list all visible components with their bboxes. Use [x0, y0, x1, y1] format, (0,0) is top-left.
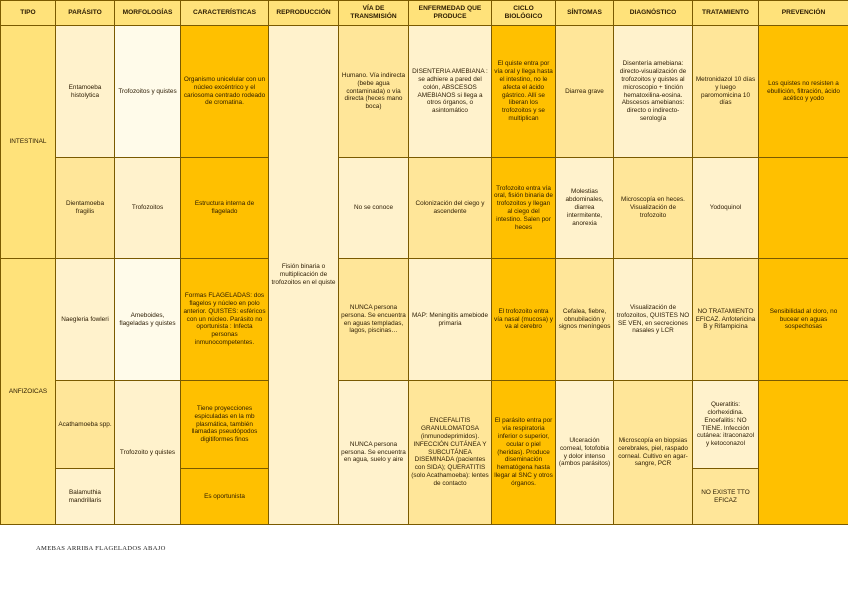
- cell-prevencion: Sensibilidad al cloro, no bucear en aguas sospechosas: [759, 259, 848, 381]
- cell-morfologias: Ameboides, flageladas y quistes: [115, 259, 181, 381]
- cell-morfologias: Trofozoitos: [115, 158, 181, 259]
- cell-parasito: Acathamoeba spp.: [56, 381, 115, 469]
- cell-caracteristicas: Organismo unicelular con un núcleo excéntrico y el cariosoma centrado rodeado de cromatina.: [181, 26, 269, 158]
- cell-prevencion: Los quistes no resisten a ebullición, filtración, ácido acético y yodo: [759, 26, 848, 158]
- header-morfologias: MORFOLOGÍAS: [115, 1, 181, 26]
- cell-morfologias: Trofozoito y quistes: [115, 381, 181, 525]
- header-ciclo: CICLO BIOLÓGICO: [492, 1, 556, 26]
- cell-enfermedad: Colonización del ciego y ascendente: [409, 158, 492, 259]
- cell-via: NUNCA persona persona. Se encuentra en aguas templadas, lagos, piscinas…: [339, 259, 409, 381]
- header-parasito: PARÁSITO: [56, 1, 115, 26]
- header-tratamiento: TRATAMIENTO: [693, 1, 759, 26]
- cell-tratamiento: Queratitis: clorhexidina. Encefalitis: NO TIENE. Infección cutánea: itraconazol y ketoconazol: [693, 381, 759, 469]
- cell-morfologias: Trofozoitos y quistes: [115, 26, 181, 158]
- cell-ciclo: Trofozoito entra vía oral, fisión binaria de trofozoitos y llegan al ciego del intestino. Salen por heces: [492, 158, 556, 259]
- cell-diagnostico: Visualización de trofozoitos, QUISTES NO SE VEN, en secreciones nasales y LCR: [614, 259, 693, 381]
- cell-sintomas: Diarrea grave: [556, 26, 614, 158]
- cell-sintomas: Cefalea, fiebre, obnubilación y signos meníngeos: [556, 259, 614, 381]
- header-enfermedad: ENFERMEDAD QUE PRODUCE: [409, 1, 492, 26]
- cell-caracteristicas: Es oportunista: [181, 469, 269, 525]
- cell-caracteristicas: Formas FLAGELADAS: dos flagelos y núcleo en polo anterior. QUISTES: esféricos con un núcleo. Parásito no oportunista : Infecta personas inmunocompetentes.: [181, 259, 269, 381]
- cell-diagnostico: Microscopía en biopsias cerebrales, piel, raspado corneal. Cultivo en agar-sangre, PCR: [614, 381, 693, 525]
- cell-parasito: Entamoeba histolytica: [56, 26, 115, 158]
- cell-prevencion: [759, 381, 848, 525]
- cell-via: Humano. Vía indirecta (bebe agua contaminada) o vía directa (heces mano boca): [339, 26, 409, 158]
- header-diagnostico: DIAGNÓSTICO: [614, 1, 693, 26]
- cell-tratamiento: Metronidazol 10 días y luego paromomicina 10 días: [693, 26, 759, 158]
- type-anfizoicas: ANFIZOICAS: [1, 259, 56, 525]
- cell-prevencion: [759, 158, 848, 259]
- header-reproduccion: REPRODUCCIÓN: [269, 1, 339, 26]
- header-tipo: TIPO: [1, 1, 56, 26]
- cell-ciclo: El trofozoito entra vía nasal (mucosa) y va al cerebro: [492, 259, 556, 381]
- table-row: [1, 259, 848, 381]
- cell-parasito: Balamuthia mandrillaris: [56, 469, 115, 525]
- cell-sintomas: Molestias abdominales, diarrea intermitente, anorexia: [556, 158, 614, 259]
- cell-via: NUNCA persona persona. Se encuentra en agua, suelo y aire: [339, 381, 409, 525]
- header-row: [1, 1, 848, 26]
- cell-parasito: Dientamoeba fragilis: [56, 158, 115, 259]
- header-prevencion: PREVENCIÓN: [759, 1, 848, 26]
- cell-enfermedad: MAP: Meningitis amebiode primaria: [409, 259, 492, 381]
- cell-diagnostico: Disentería amebiana: directo-visualización de trofozoitos y quistes al microscopio + tinción hematoxilina-eosina. Abscesos amebianos: directo o indirecto-serología: [614, 26, 693, 158]
- cell-ciclo: El parásito entra por vía respiratoria inferior o superior, ocular o piel (heridas). Produce diseminación hematógena hasta llegar al SNC y otros órganos.: [492, 381, 556, 525]
- table-row: [1, 158, 848, 259]
- header-caracteristicas: CARACTERÍSTICAS: [181, 1, 269, 26]
- cell-caracteristicas: Estructura interna de flagelado: [181, 158, 269, 259]
- cell-tratamiento: NO EXISTE TTO EFICAZ: [693, 469, 759, 525]
- cell-parasito: Naegleria fowleri: [56, 259, 115, 381]
- cell-diagnostico: Microscopía en heces. Visualización de trofozoito: [614, 158, 693, 259]
- table-row: [1, 381, 848, 469]
- cell-enfermedad: DISENTERIA AMEBIANA : se adhiere a pared del colón, ABSCESOS AMEBIANOS si llega a otros órganos, o asintomático: [409, 26, 492, 158]
- type-intestinal: INTESTINAL: [1, 26, 56, 259]
- cell-caracteristicas: Tiene proyecciones espiculadas en la mb plasmática, también llamadas pseudópodos digitiformes finos: [181, 381, 269, 469]
- footer-note: AMEBAS ARRIBA FLAGELADOS ABAJO: [36, 545, 166, 552]
- cell-reproduccion: Fisión binaria o multiplicación de trofozoitos en el quiste: [269, 26, 339, 525]
- cell-tratamiento: Yodoquinol: [693, 158, 759, 259]
- cell-via: No se conoce: [339, 158, 409, 259]
- header-sintomas: SÍNTOMAS: [556, 1, 614, 26]
- cell-sintomas: Ulceración corneal, fotofobia y dolor intenso (ambos parásitos): [556, 381, 614, 525]
- cell-tratamiento: NO TRATAMIENTO EFICAZ. Anfotericina B y Rifampicina: [693, 259, 759, 381]
- header-via: VÍA DE TRANSMISIÓN: [339, 1, 409, 26]
- table-row: [1, 26, 848, 158]
- cell-enfermedad: ENCEFALITIS GRANULOMATOSA (inmunodeprimidos). INFECCIÓN CUTÁNEA Y SUBCUTÁNEA DISEMINADA (pacientes con SIDA); QUERATITIS (solo Acathamoeba): lentes de contacto: [409, 381, 492, 525]
- cell-ciclo: El quiste entra por vía oral y llega hasta el intestino, no le afecta el ácido gástrico. Allí se liberan los trofozoitos y se multiplican: [492, 26, 556, 158]
